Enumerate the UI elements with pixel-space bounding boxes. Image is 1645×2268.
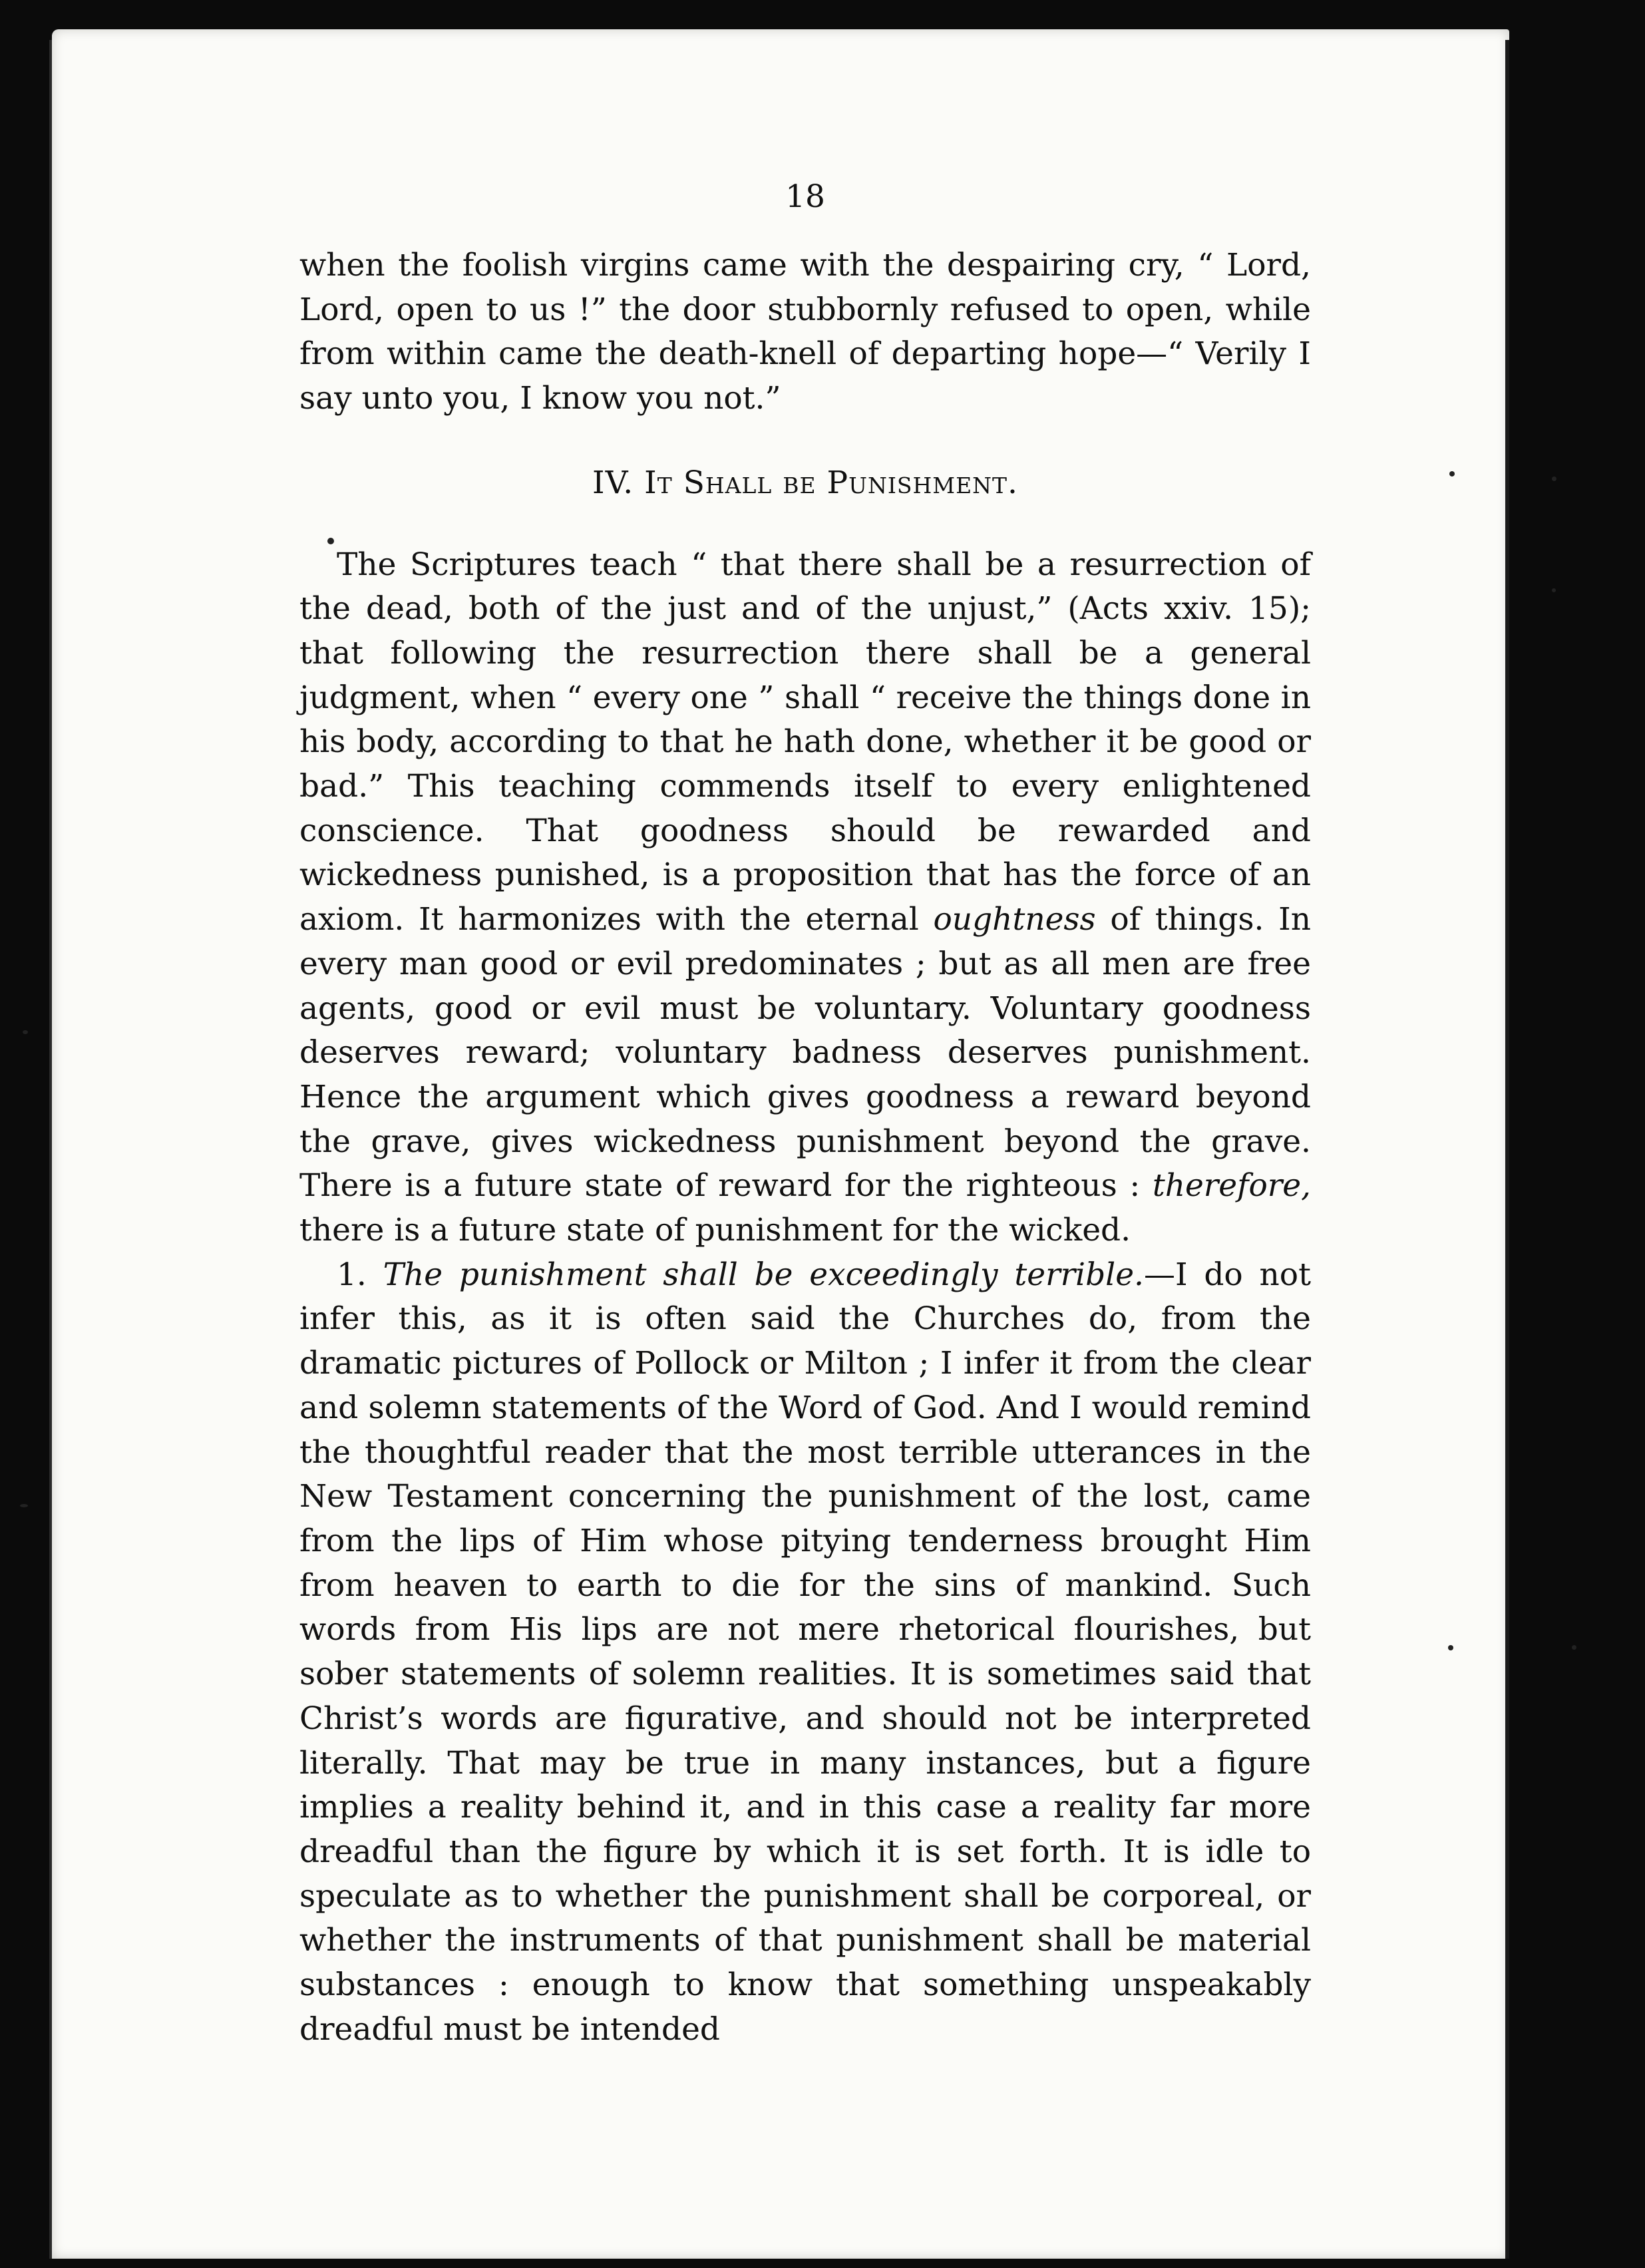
scan-speck xyxy=(20,1504,28,1507)
paragraph-scriptures xyxy=(299,543,1311,1253)
paragraph-continuation: when the foolish virgins came with the despairing cry, “ Lord, Lord, open to us !” the door stubbornly refused to open, while from within came the death-knell of departing hope—“ Verily I say unto you, I know you not.” xyxy=(299,247,1311,417)
page-text xyxy=(299,164,1311,2052)
scan-speck xyxy=(1448,1645,1453,1650)
paragraph-text: The Scriptures teach “ that there shall be a resurrection of the dead, both of the just and of the unjust,” (Acts xxiv. 15); that following the resurrection there shall be a general judgment, when “ every one ” shall “ receive the things done in his body, according to that he hath done, whether it be good or bad.” This teaching commends itself to every enlightened conscience. That goodness should be rewarded and wickedness punished, is a proposition that has the force of an axiom. It harmonizes with the eternal xyxy=(299,546,1311,938)
scan-speck xyxy=(1449,471,1455,476)
scan-speck xyxy=(23,1030,28,1034)
page-right-edge xyxy=(1505,40,1509,2259)
scan-speck xyxy=(1572,1645,1576,1650)
paragraph-text: —I do not infer this, as it is often said the Churches do, from the dramatic pictures of Pollock or Milton ; I infer it from the clear and solemn statements of the Word of God. And I would remind the thoughtful reader that the most terrible utterances in the New Testament concerning the punishment of the lost, came from the lips of Him whose pitying tenderness brought Him from heaven to earth to die for the sins of mankind. Such words from His lips are not mere rhetorical flourishes, but sober statements of solemn realities. It is sometimes said that Christ’s words are figurative, and should not be interpreted literally. That may be true in many instances, but a figure implies a reality behind it, and in this case a reality far more dreadful than the figure by which it is set forth. It is idle to speculate as to whether the punishment shall be corporeal, or whether the instruments of that punishment shall be material substances : enough to know that something unspeakably dreadful must be intended xyxy=(299,1256,1311,2048)
paragraph-punishment xyxy=(299,1253,1311,2052)
scan-speck xyxy=(1552,588,1556,592)
page-number: 18 xyxy=(785,178,825,215)
emphasis-text: therefore, xyxy=(1152,1167,1311,1205)
emphasis-text: oughtness xyxy=(933,901,1096,938)
section-heading: IV. It Shall be Punishment. xyxy=(592,464,1018,501)
scan-speck xyxy=(1552,476,1556,481)
paragraph-text: there is a future state of punishment for the wicked. xyxy=(299,1212,1131,1249)
paragraph-text: of things. In every man good or evil predominates ; but as all men are free agents, good or evil must be voluntary. Voluntary goodness deserves reward; voluntary badness deserves punishment. Hence the argument which gives goodness a reward beyond the grave, gives wickedness punishment beyond the grave. There is a future state of reward for the righteous : xyxy=(299,901,1311,1205)
list-number: 1. xyxy=(337,1256,367,1293)
emphasis-text: The punishment shall be exceedingly terrible. xyxy=(383,1256,1144,1293)
